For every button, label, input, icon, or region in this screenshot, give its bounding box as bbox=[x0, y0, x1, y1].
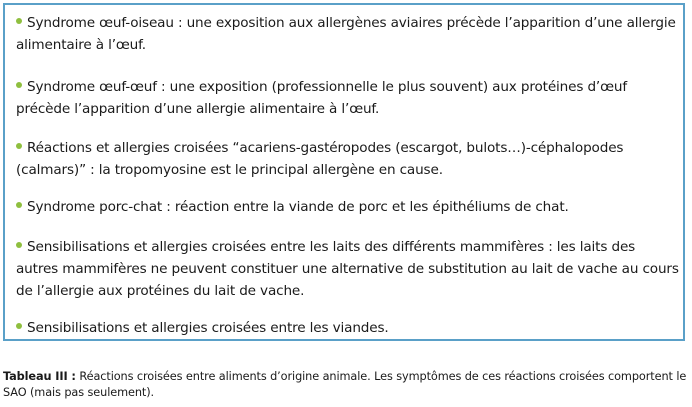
caption-label: Tableau III : bbox=[3, 370, 76, 383]
bullet-icon bbox=[16, 18, 22, 24]
list-item bbox=[16, 76, 680, 120]
bullet-icon bbox=[16, 242, 22, 248]
list-item bbox=[16, 137, 680, 181]
bullet-icon bbox=[16, 202, 22, 208]
bullet-icon bbox=[16, 323, 22, 329]
table-frame bbox=[3, 3, 685, 341]
item-text: Sensibilisations et allergies croisées entre les laits des différents mammifères : les laits des autres mammifères ne peuvent constituer une alternative de substitution au lait de vache au cours de l’allergie aux protéines du lait de vache. bbox=[16, 239, 679, 299]
bullet-icon bbox=[16, 82, 22, 88]
item-text: Syndrome œuf-œuf : une exposition (professionnelle le plus souvent) aux protéines d’œuf précède l’apparition d’une allergie alimentaire à l’œuf. bbox=[16, 79, 627, 117]
item-text: Réactions et allergies croisées “acariens-gastéropodes (escargot, bulots…)-céphalopodes (calmars)” : la tropomyosine est le principal allergène en cause. bbox=[16, 140, 624, 178]
caption-text: Réactions croisées entre aliments d’origine animale. Les symptômes de ces réactions croisées comportent le SAO (mais pas seulement). bbox=[3, 370, 687, 399]
item-text: Syndrome œuf-oiseau : une exposition aux allergènes aviaires précède l’apparition d’une allergie alimentaire à l’œuf. bbox=[16, 15, 676, 53]
item-text: Syndrome porc-chat : réaction entre la viande de porc et les épithéliums de chat. bbox=[27, 199, 569, 215]
item-text: Sensibilisations et allergies croisées entre les viandes. bbox=[27, 320, 389, 336]
list-item bbox=[16, 12, 680, 56]
table-caption bbox=[3, 369, 691, 400]
list-item bbox=[16, 236, 680, 302]
bullet-icon bbox=[16, 143, 22, 149]
list-item bbox=[16, 196, 680, 218]
list-item bbox=[16, 317, 680, 339]
